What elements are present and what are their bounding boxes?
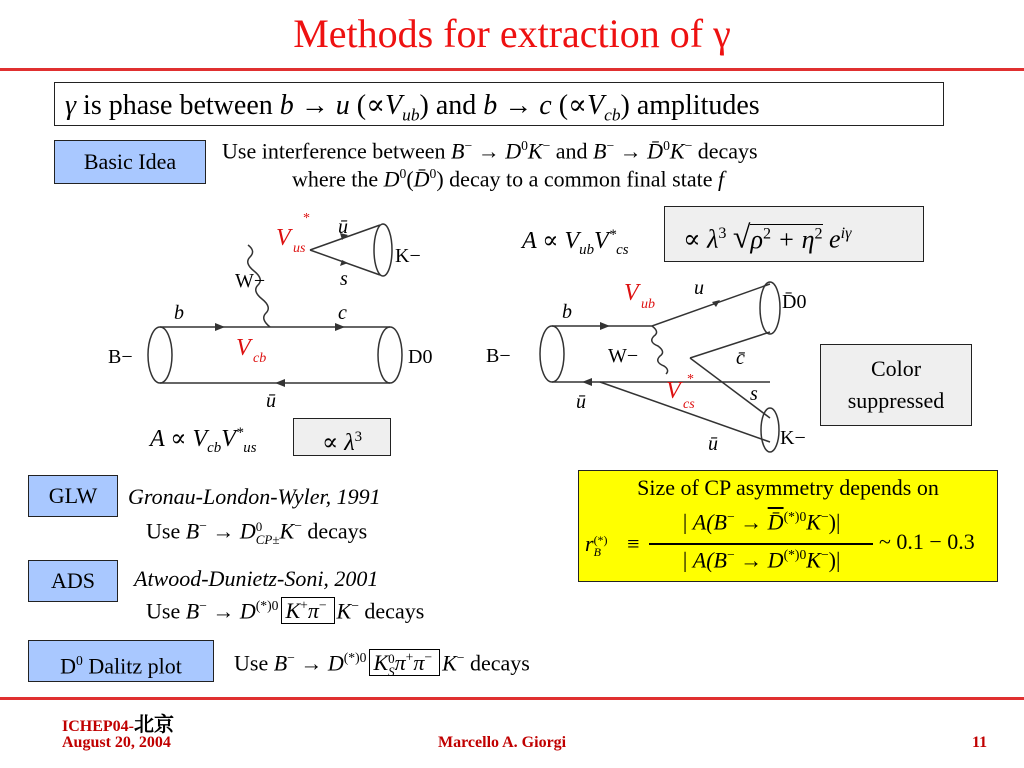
- basic-idea-label: Basic Idea: [54, 140, 206, 184]
- text-part: ) decay to a common final state: [436, 166, 718, 192]
- label-wminus: W−: [235, 270, 266, 292]
- label-vus-sub: us: [293, 241, 306, 256]
- text-part: B: [593, 138, 607, 164]
- gamma-symbol: γ: [65, 90, 77, 121]
- slide-title: Methods for extraction of γ: [293, 11, 731, 56]
- headline-box: [54, 82, 944, 126]
- b-meson-ellipse: [540, 326, 564, 382]
- arrow-icon: [275, 379, 285, 387]
- amp-part: us: [243, 439, 257, 456]
- ads-label: ADS: [28, 560, 118, 602]
- text-part: K: [806, 509, 821, 535]
- text-part: −: [464, 138, 473, 153]
- feynman-diagram-tree: [100, 205, 460, 425]
- headline-part: V: [587, 90, 605, 121]
- text-part: (*)0: [783, 547, 807, 562]
- footer-date: August 20, 2004: [62, 734, 171, 751]
- text-part: decays: [464, 650, 530, 676]
- text-part: −: [542, 138, 551, 153]
- text-part: f: [717, 166, 725, 192]
- text-part: →: [472, 138, 506, 164]
- quark-lines: [160, 327, 390, 383]
- arrow-icon: [335, 323, 345, 331]
- amp-part: ρ: [750, 224, 763, 254]
- label-vub: V: [624, 280, 639, 306]
- headline-part: ) amplitudes: [620, 90, 760, 121]
- label-b: b: [174, 302, 184, 324]
- amplitude-right-box: [664, 206, 924, 262]
- text-part: D: [239, 518, 256, 544]
- text-part: decays: [301, 518, 368, 544]
- text-part: −: [287, 650, 295, 665]
- text-part: −: [726, 509, 735, 524]
- text-part: Use: [146, 518, 186, 544]
- text-part: π: [394, 650, 406, 676]
- text-part: 0: [429, 166, 437, 181]
- glw-use: [146, 518, 367, 546]
- text-part: B: [451, 138, 465, 164]
- glw-label: GLW: [28, 475, 118, 517]
- amp-part: ub: [579, 241, 595, 258]
- text-part: D: [327, 650, 344, 676]
- headline-part: (∝: [551, 90, 587, 121]
- conference-name: ICHEP04-: [62, 718, 134, 735]
- arrow-icon: [712, 300, 720, 307]
- text-part: 0: [255, 519, 263, 535]
- text-part: −: [318, 598, 327, 613]
- k-meson-ellipse: [761, 408, 779, 452]
- text-part: K: [336, 598, 352, 624]
- label-vcs-sub: cs: [683, 397, 695, 412]
- text-part: K: [373, 650, 389, 676]
- amp-part: A ∝ V: [522, 228, 580, 254]
- ads-use: [146, 598, 424, 624]
- text-part: B: [273, 650, 288, 676]
- asymmetry-title: Size of CP asymmetry depends on: [637, 475, 939, 500]
- text-part: B: [185, 518, 200, 544]
- text-part: Use: [234, 650, 274, 676]
- ads-reference: Atwood-Dunietz-Soni, 2001: [134, 566, 379, 591]
- text-part: Use: [146, 598, 186, 624]
- label-u: u: [694, 277, 704, 299]
- text-part: 0: [521, 138, 528, 153]
- text-part: +: [300, 598, 308, 613]
- text-part: →: [206, 518, 240, 544]
- label-s: s: [340, 268, 348, 290]
- text-part: D: [767, 547, 784, 573]
- asymmetry-box: [578, 470, 998, 582]
- amplitude-left: [150, 424, 257, 457]
- label-bminus: B−: [486, 345, 511, 367]
- text-part: K: [279, 518, 295, 544]
- text-part: −: [424, 650, 433, 665]
- text-part: Dalitz plot: [82, 653, 182, 679]
- right-bracket: [435, 649, 440, 676]
- label-ubar-bottom: ū: [708, 433, 718, 455]
- amplitude-right: [522, 226, 629, 259]
- text-part: −: [684, 138, 693, 153]
- color-suppressed-line: Color: [870, 356, 922, 381]
- text-part: )|: [828, 547, 841, 573]
- left-bracket: [369, 649, 435, 680]
- ratio-denominator: [649, 547, 873, 573]
- text-part: −: [199, 598, 207, 613]
- d0bar-ellipse: [760, 282, 780, 334]
- amp-part: *: [608, 227, 617, 243]
- sqrt-icon: √: [732, 218, 751, 255]
- text-part: −: [820, 509, 829, 524]
- text-part: →: [294, 650, 328, 676]
- title-rule: [0, 68, 1024, 71]
- text-part: +: [405, 650, 414, 665]
- fraction-bar: [649, 543, 873, 545]
- headline-part: ub: [402, 105, 420, 125]
- headline-part: b: [483, 90, 498, 121]
- text-part: CP±: [255, 532, 280, 548]
- text-part: −: [294, 518, 302, 533]
- label-vcb: V: [236, 335, 251, 361]
- s-line: [690, 358, 770, 418]
- text-part: →: [734, 509, 768, 535]
- text-part: D̄: [413, 166, 430, 192]
- headline-part: is phase between: [76, 90, 280, 121]
- label-ubar-left: ū: [576, 391, 586, 413]
- text-part: )|: [828, 509, 841, 535]
- text-part: decays: [692, 138, 758, 164]
- headline-part: cb: [604, 105, 621, 125]
- amp-part: cb: [207, 439, 222, 456]
- text-part: r: [585, 531, 594, 556]
- footer-conference: [62, 708, 174, 737]
- label-wminus: W−: [608, 345, 639, 367]
- sup-sub-stack: [256, 520, 280, 546]
- text-part: 0: [76, 653, 83, 668]
- amp-part: + η: [771, 224, 815, 254]
- amp-part: V: [594, 228, 609, 254]
- amp-part: V: [221, 426, 236, 452]
- text-part: π: [307, 598, 319, 624]
- label-ubar-bottom: ū: [266, 390, 276, 412]
- label-b: b: [562, 301, 572, 323]
- sqrt-content: [750, 224, 822, 254]
- text-part: π: [413, 650, 425, 676]
- amp-part: ∝ λ: [683, 224, 719, 254]
- label-vcb-sub: cb: [253, 351, 267, 366]
- label-ubar-top: ū: [338, 216, 348, 238]
- headline-part: u: [335, 90, 350, 121]
- headline-part: ) and: [419, 90, 484, 121]
- text-part: 0: [399, 166, 407, 181]
- amplitude-left-box: [293, 418, 391, 456]
- amp-part: ∝ λ: [321, 430, 355, 456]
- r-symbol: [585, 531, 639, 558]
- text-part: (*)0: [255, 598, 279, 613]
- amp-part: A ∝ V: [150, 426, 208, 452]
- text-part: −: [606, 138, 615, 153]
- text-part: Use interference between: [222, 138, 452, 164]
- text-part: −: [351, 598, 359, 613]
- text-part: S: [388, 664, 395, 680]
- ubar-line: [600, 382, 770, 442]
- label-vus: V: [276, 225, 291, 251]
- text-part: B: [185, 598, 200, 624]
- arrow-icon: [582, 378, 592, 386]
- footer-rule: [0, 697, 1024, 700]
- text-part: 0: [388, 651, 395, 667]
- text-part: K: [669, 138, 685, 164]
- text-part: (: [406, 166, 414, 192]
- amp-part: cs: [616, 241, 629, 258]
- amp-part: 3: [354, 429, 363, 445]
- text-part: | A(B: [681, 547, 727, 573]
- d0-ellipse: [378, 327, 402, 383]
- label-cbar: c̄: [736, 347, 745, 369]
- label-vcs: V: [666, 378, 681, 404]
- label-vus-sup: *: [303, 211, 310, 226]
- text-part: B: [593, 544, 601, 559]
- headline-part: (∝: [349, 90, 386, 121]
- label-vub-sub: ub: [641, 297, 655, 312]
- amp-part: e: [822, 224, 841, 254]
- text-part: K: [285, 598, 301, 624]
- dalitz-label: [28, 640, 214, 682]
- text-part: K: [806, 547, 821, 573]
- b-meson-ellipse: [148, 327, 172, 383]
- label-vcs-sup: *: [687, 372, 694, 387]
- footer-page-number: 11: [972, 734, 988, 751]
- headline-part: →: [497, 90, 540, 121]
- right-bracket: [330, 597, 335, 624]
- basic-idea-line1: [222, 138, 758, 164]
- asymmetry-range: ~ 0.1 − 0.3: [879, 529, 975, 554]
- arrow-icon: [600, 322, 610, 330]
- text-part: −: [726, 547, 735, 562]
- headline-part: V: [385, 90, 403, 121]
- text-part: | A(B: [681, 509, 727, 535]
- footer-author: Marcello A. Giorgi: [438, 734, 567, 751]
- w-boson-wavy-line: [652, 326, 668, 374]
- text-part: D: [383, 166, 400, 192]
- text-part: →: [734, 547, 768, 573]
- amp-part: 2: [814, 225, 823, 242]
- headline-text: [65, 88, 760, 126]
- amp-part: iγ: [840, 225, 852, 242]
- headline-part: b: [279, 90, 294, 121]
- label-kminus: K−: [780, 427, 806, 449]
- headline-part: →: [293, 90, 336, 121]
- label-bminus: B−: [108, 346, 133, 368]
- arrow-icon: [215, 323, 225, 331]
- dalitz-use: [234, 650, 530, 678]
- text-part: K: [527, 138, 543, 164]
- headline-part: c: [539, 90, 552, 121]
- text-part: D: [239, 598, 256, 624]
- text-part: D: [60, 653, 77, 679]
- text-part: →: [614, 138, 648, 164]
- cbar-line: [690, 332, 770, 358]
- label-d0: D0: [408, 346, 433, 368]
- text-part: (*): [593, 532, 608, 547]
- text-part: where the: [292, 166, 384, 192]
- text-part: D̄: [647, 138, 664, 164]
- text-part: −: [820, 547, 829, 562]
- amp-part: *: [235, 425, 244, 441]
- feynman-diagram-color-suppressed: [480, 268, 820, 464]
- glw-reference: Gronau-London-Wyler, 1991: [128, 484, 381, 509]
- label-c: c: [338, 302, 347, 324]
- text-part: D: [505, 138, 522, 164]
- text-part: decays: [358, 598, 425, 624]
- color-suppressed-box: [820, 344, 972, 426]
- k-meson-ellipse: [374, 224, 392, 276]
- basic-idea-line2: [292, 166, 724, 192]
- left-bracket: [281, 597, 329, 624]
- label-s: s: [750, 383, 758, 405]
- text-part: →: [206, 598, 240, 624]
- text-part: (*)0: [343, 650, 367, 665]
- amp-part: 2: [762, 225, 772, 242]
- text-part: (*)0: [783, 509, 807, 524]
- text-part: and: [550, 138, 594, 164]
- label-d0bar: D̄0: [782, 291, 807, 313]
- text-part: −: [456, 650, 465, 665]
- ratio-numerator: [649, 509, 873, 535]
- color-suppressed-line: suppressed: [847, 388, 945, 413]
- beijing-logo: 北京: [134, 712, 174, 736]
- text-part: D̄: [767, 509, 784, 535]
- sup-sub-stack: [594, 534, 608, 558]
- equiv-symbol: ≡: [627, 531, 640, 556]
- text-part: 0: [663, 138, 670, 153]
- amp-part: 3: [718, 225, 727, 242]
- label-kminus: K−: [395, 245, 421, 267]
- text-part: K: [442, 650, 457, 676]
- text-part: −: [199, 518, 207, 533]
